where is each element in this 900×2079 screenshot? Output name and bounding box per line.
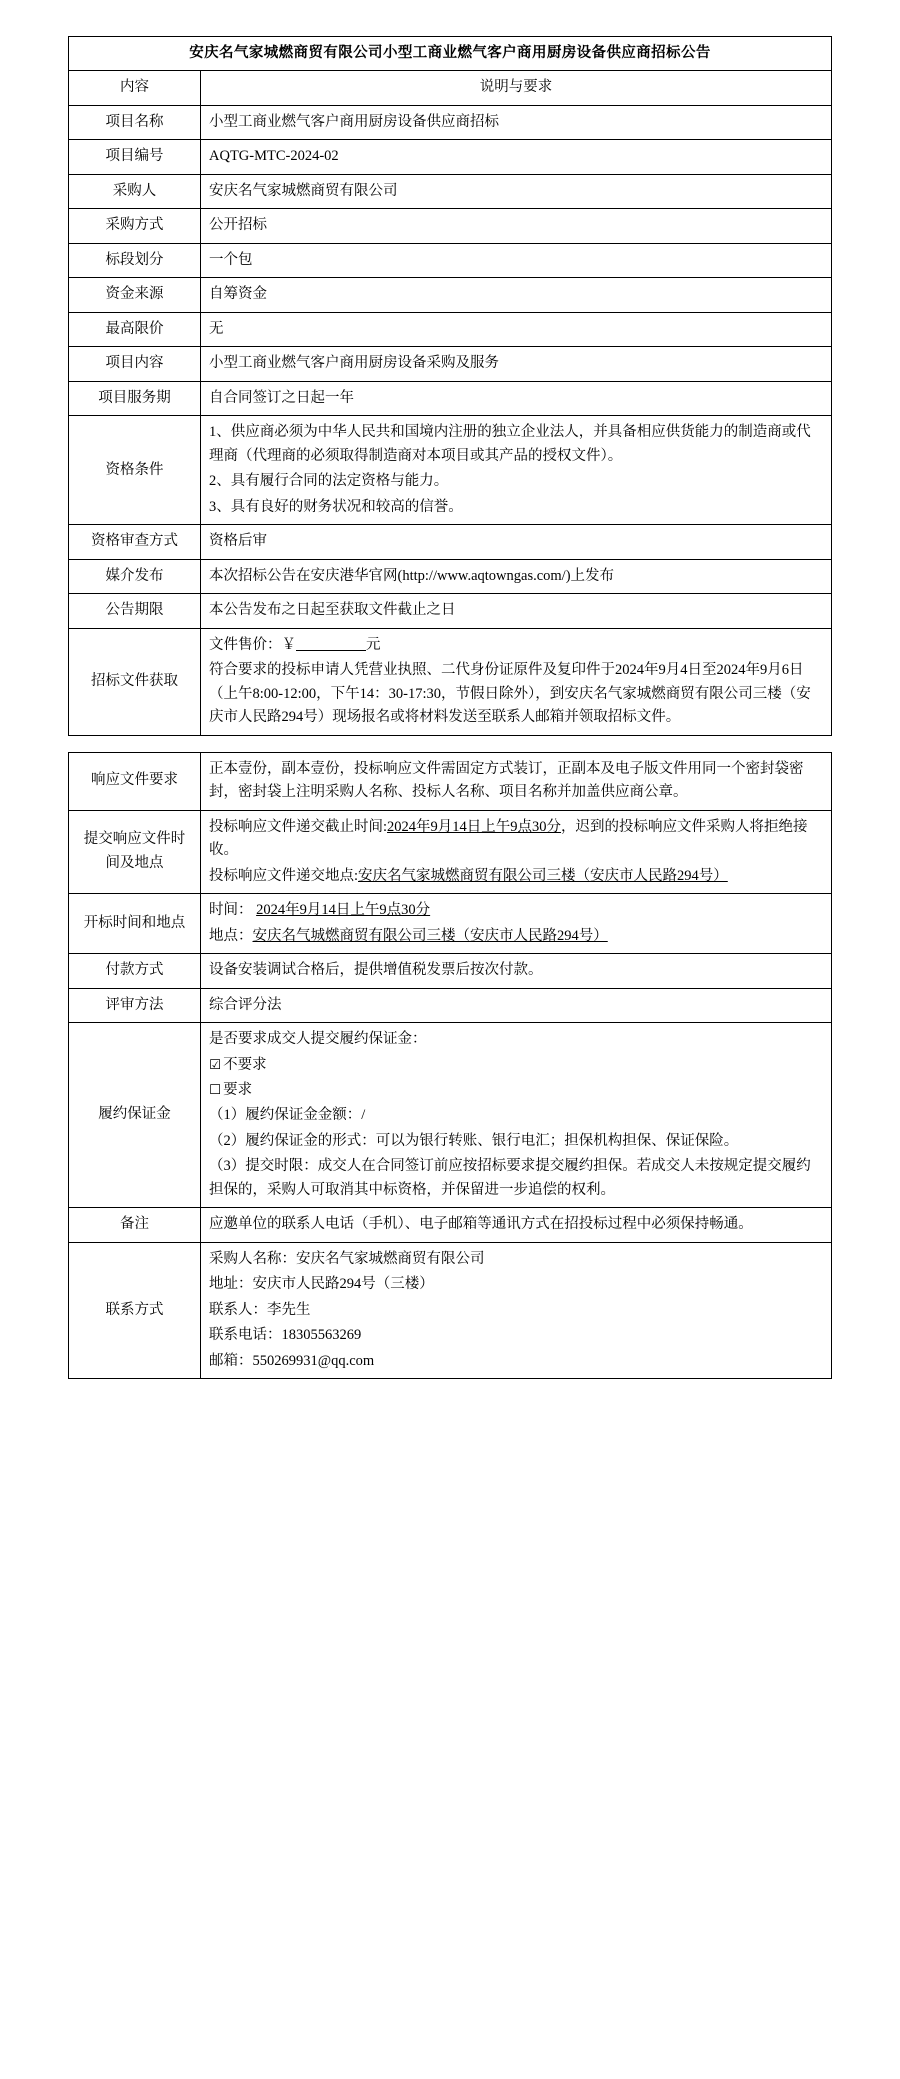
table-row (69, 525, 832, 559)
checkbox-checked-icon[interactable]: ☑ (209, 1056, 222, 1073)
submission-place-line (209, 865, 823, 888)
row-value (201, 628, 832, 735)
column-header-content: 内容 (69, 71, 201, 105)
document-price-line (209, 634, 823, 657)
row-value: 设备安装调试合格后，提供增值税发票后按次付款。 (201, 954, 832, 988)
table-row (69, 209, 832, 243)
row-value: 安庆名气家城燃商贸有限公司 (201, 174, 832, 208)
row-label: 资格条件 (69, 416, 201, 525)
bid-opening-time-line (209, 899, 823, 922)
table-row-bid-opening (69, 894, 832, 954)
bid-opening-place-value: 安庆名气城燃商贸有限公司三楼（安庆市人民路294号） (252, 927, 608, 944)
bid-opening-place-line (209, 925, 823, 948)
qualification-item: 3、具有良好的财务状况和较高的信誉。 (209, 498, 463, 515)
table-row (69, 312, 832, 346)
table-row-qualification (69, 416, 832, 525)
row-label: 评审方法 (69, 988, 201, 1022)
table-row-document-acquire (69, 628, 832, 735)
row-value: 小型工商业燃气客户商用厨房设备供应商招标 (201, 105, 832, 139)
column-header-description: 说明与要求 (201, 71, 832, 105)
row-value: 公开招标 (201, 209, 832, 243)
qualification-item: 1、供应商必须为中华人民共和国境内注册的独立企业法人，并具备相应供货能力的制造商或代理商（代理商的必须取得制造商对本项目或其产品的授权文件）。 (209, 424, 811, 464)
contact-phone: 联系电话：18305563269 (209, 1327, 362, 1344)
contact-person: 联系人：李先生 (209, 1301, 311, 1318)
bid-opening-time-prefix: 时间： (209, 902, 253, 919)
table-row (69, 347, 832, 381)
guarantee-option-required (209, 1079, 823, 1102)
table-row-submission (69, 810, 832, 893)
row-value: 本公告发布之日起至获取文件截止之日 (201, 594, 832, 628)
row-label: 资金来源 (69, 278, 201, 312)
row-value: 应邀单位的联系人电话（手机）、电子邮箱等通讯方式在招投标过程中必须保持畅通。 (201, 1208, 832, 1242)
row-value (201, 894, 832, 954)
guarantee-option-not-required-label: 不要求 (223, 1056, 267, 1073)
table-row-contact (69, 1242, 832, 1378)
row-value: 自筹资金 (201, 278, 832, 312)
title-row (69, 37, 832, 71)
table-row (69, 559, 832, 593)
row-label: 备注 (69, 1208, 201, 1242)
table-row (69, 988, 832, 1022)
row-label: 最高限价 (69, 312, 201, 346)
row-value: 正本壹份，副本壹份，投标响应文件需固定方式装订，正副本及电子版文件用同一个密封袋密封，密封袋上注明采购人名称、投标人名称、项目名称并加盖供应商公章。 (201, 752, 832, 810)
row-value (201, 1242, 832, 1378)
row-label: 媒介发布 (69, 559, 201, 593)
submission-place-value: 安庆名气家城燃商贸有限公司三楼（安庆市人民路294号） (358, 867, 728, 884)
row-value: 自合同签订之日起一年 (201, 381, 832, 415)
row-label: 付款方式 (69, 954, 201, 988)
row-value: AQTG-MTC-2024-02 (201, 140, 832, 174)
table-row (69, 174, 832, 208)
row-label: 招标文件获取 (69, 628, 201, 735)
announcement-table-bottom (68, 752, 832, 1380)
row-label: 项目名称 (69, 105, 201, 139)
row-value: 一个包 (201, 243, 832, 277)
table-row (69, 243, 832, 277)
guarantee-item: （3）提交时限：成交人在合同签订前应按招标要求提交履约担保。若成交人未按规定提交履约担保的，采购人可取消其中标资格，并保留进一步追偿的权利。 (209, 1158, 811, 1198)
row-label: 标段划分 (69, 243, 201, 277)
table-row (69, 954, 832, 988)
row-value: 无 (201, 312, 832, 346)
submission-deadline-line (209, 816, 823, 863)
row-label: 采购人 (69, 174, 201, 208)
submission-place-prefix: 投标响应文件递交地点: (209, 867, 359, 884)
contact-email: 邮箱：550269931@qq.com (209, 1352, 375, 1369)
checkbox-unchecked-icon[interactable]: ☐ (209, 1081, 222, 1098)
document-price-prefix: 文件售价：￥ (209, 636, 296, 653)
submission-deadline-prefix: 投标响应文件递交截止时间: (209, 818, 388, 835)
table-row-guarantee (69, 1023, 832, 1208)
table-row (69, 381, 832, 415)
row-label: 项目内容 (69, 347, 201, 381)
bid-opening-time-value: 2024年9月14日上午9点30分 (256, 902, 431, 919)
guarantee-item: （1）履约保证金金额：/ (209, 1107, 366, 1124)
row-label: 响应文件要求 (69, 752, 201, 810)
guarantee-item: （2）履约保证金的形式：可以为银行转账、银行电汇；担保机构担保、保证保险。 (209, 1132, 739, 1149)
table-gap (68, 736, 832, 752)
qualification-item: 2、具有履行合同的法定资格与能力。 (209, 473, 449, 490)
row-value (201, 810, 832, 893)
row-label: 开标时间和地点 (69, 894, 201, 954)
row-value (201, 416, 832, 525)
page-title: 安庆名气家城燃商贸有限公司小型工商业燃气客户商用厨房设备供应商招标公告 (69, 37, 832, 71)
table-row (69, 140, 832, 174)
document-price-blank (296, 635, 366, 651)
row-label: 采购方式 (69, 209, 201, 243)
row-label: 资格审查方式 (69, 525, 201, 559)
row-label: 联系方式 (69, 1242, 201, 1378)
submission-deadline-suffix: ，迟到的投标响应文件采购人将拒绝接收。 (209, 818, 808, 859)
row-label: 履约保证金 (69, 1023, 201, 1208)
row-label: 公告期限 (69, 594, 201, 628)
guarantee-option-required-label: 要求 (223, 1081, 253, 1098)
bid-opening-place-prefix: 地点： (209, 927, 253, 944)
contact-address: 地址：安庆市人民路294号（三楼） (209, 1276, 434, 1293)
contact-purchaser-name: 采购人名称：安庆名气家城燃商贸有限公司 (209, 1250, 485, 1267)
guarantee-option-not-required (209, 1054, 823, 1077)
table-header-row (69, 71, 832, 105)
document-acquire-body: 符合要求的投标申请人凭营业执照、二代身份证原件及复印件于2024年9月4日至2024年9月6日（上午8:00-12:00，下午14：30-17:30，节假日除外），到安庆名气家城燃商贸有限公司三楼（安庆市人民路294号）现场报名或将材料发送至联系人邮箱并领取招标文件。 (209, 662, 811, 726)
row-label: 提交响应文件时间及地点 (69, 810, 201, 893)
submission-deadline-value: 2024年9月14日上午9点30分 (387, 818, 562, 835)
guarantee-question: 是否要求成交人提交履约保证金： (209, 1031, 427, 1048)
row-value: 本次招标公告在安庆港华官网(http://www.aqtowngas.com/)上发布 (201, 559, 832, 593)
row-label: 项目编号 (69, 140, 201, 174)
table-row-note (69, 1208, 832, 1242)
row-value (201, 1023, 832, 1208)
announcement-table-top (68, 36, 832, 736)
row-value: 小型工商业燃气客户商用厨房设备采购及服务 (201, 347, 832, 381)
table-row (69, 105, 832, 139)
document-price-suffix: 元 (366, 636, 381, 653)
row-value: 资格后审 (201, 525, 832, 559)
table-row (69, 278, 832, 312)
row-value: 综合评分法 (201, 988, 832, 1022)
table-row (69, 752, 832, 810)
table-row (69, 594, 832, 628)
row-label: 项目服务期 (69, 381, 201, 415)
